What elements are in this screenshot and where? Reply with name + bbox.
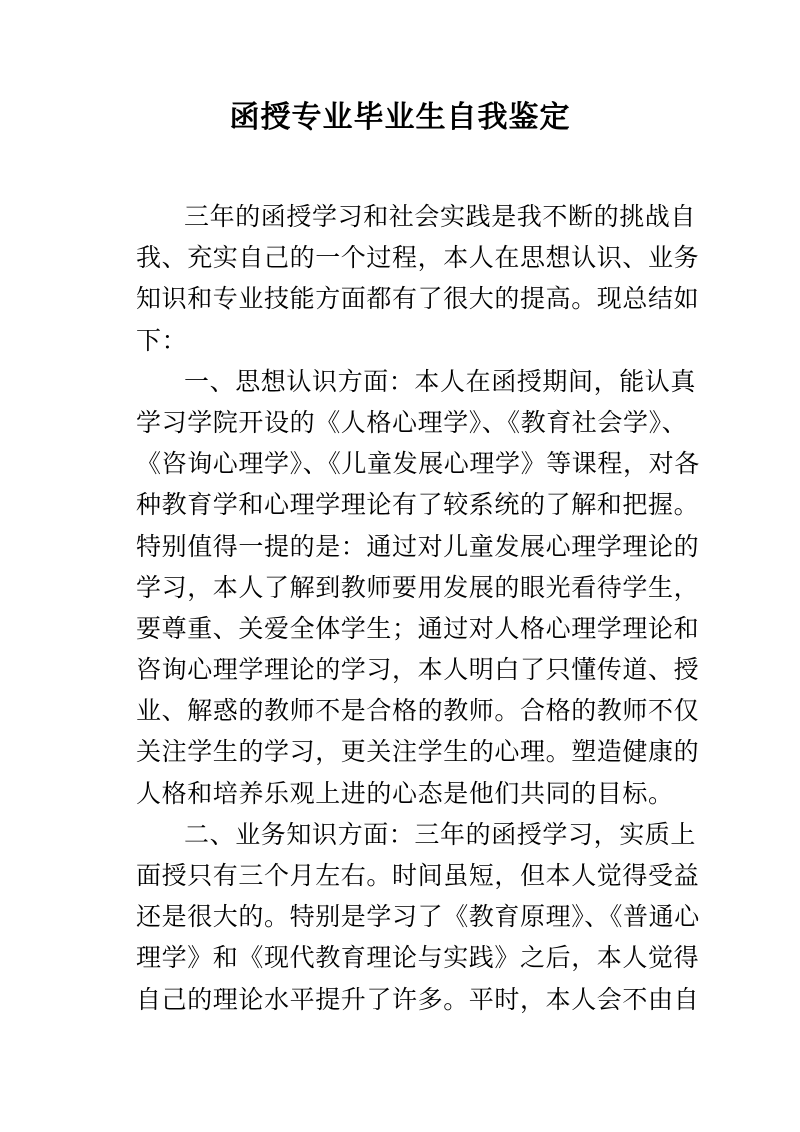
paragraph-line: 自己的理论水平提升了许多。平时，本人会不由自 [136,984,700,1014]
paragraph-line: 一、思想认识方面：本人在函授期间，能认真 [184,366,697,396]
paragraph-line: 三年的函授学习和社会实践是我不断的挑战自 [184,202,697,231]
paragraph-line: 二、业务知识方面：三年的函授学习，实质上 [184,819,697,849]
document-title: 函授专业毕业生自我鉴定 [229,100,571,135]
paragraph-line: 理学》和《现代教育理论与实践》之后，本人觉得 [136,943,700,973]
paragraph-line: 人格和培养乐观上进的心态是他们共同的目标。 [136,778,674,808]
paragraph-line: 业、解惑的教师不是合格的教师。合格的教师不仅 [136,696,700,726]
paragraph-line: 学习，本人了解到教师要用发展的眼光看待学生， [136,572,700,602]
paragraph-line: 要尊重、关爱全体学生；通过对人格心理学理论和 [136,613,700,643]
paragraph-line: 面授只有三个月左右。时间虽短，但本人觉得受益 [136,861,700,890]
paragraph-line: 关注学生的学习，更关注学生的心理。塑造健康的 [136,737,700,767]
paragraph-line: 《咨询心理学》、《儿童发展心理学》等课程，对各 [136,449,700,479]
paragraph-line: 下： [136,325,188,355]
paragraph-line: 知识和专业技能方面都有了很大的提高。现总结如 [136,284,700,314]
paragraph-line: 学习学院开设的《人格心理学》、《教育社会学》、 [136,407,688,437]
paragraph-line: 咨询心理学理论的学习，本人明白了只懂传道、授 [136,655,700,685]
paragraph-line: 还是很大的。特别是学习了《教育原理》、《普通心 [136,902,700,932]
paragraph-line: 特别值得一提的是：通过对儿童发展心理学理论的 [136,531,700,561]
paragraph-line: 我、充实自己的一个过程，本人在思想认识、业务 [136,243,700,273]
document-body [136,196,700,1020]
paragraph-line: 种教育学和心理学理论有了较系统的了解和把握。 [136,490,700,520]
